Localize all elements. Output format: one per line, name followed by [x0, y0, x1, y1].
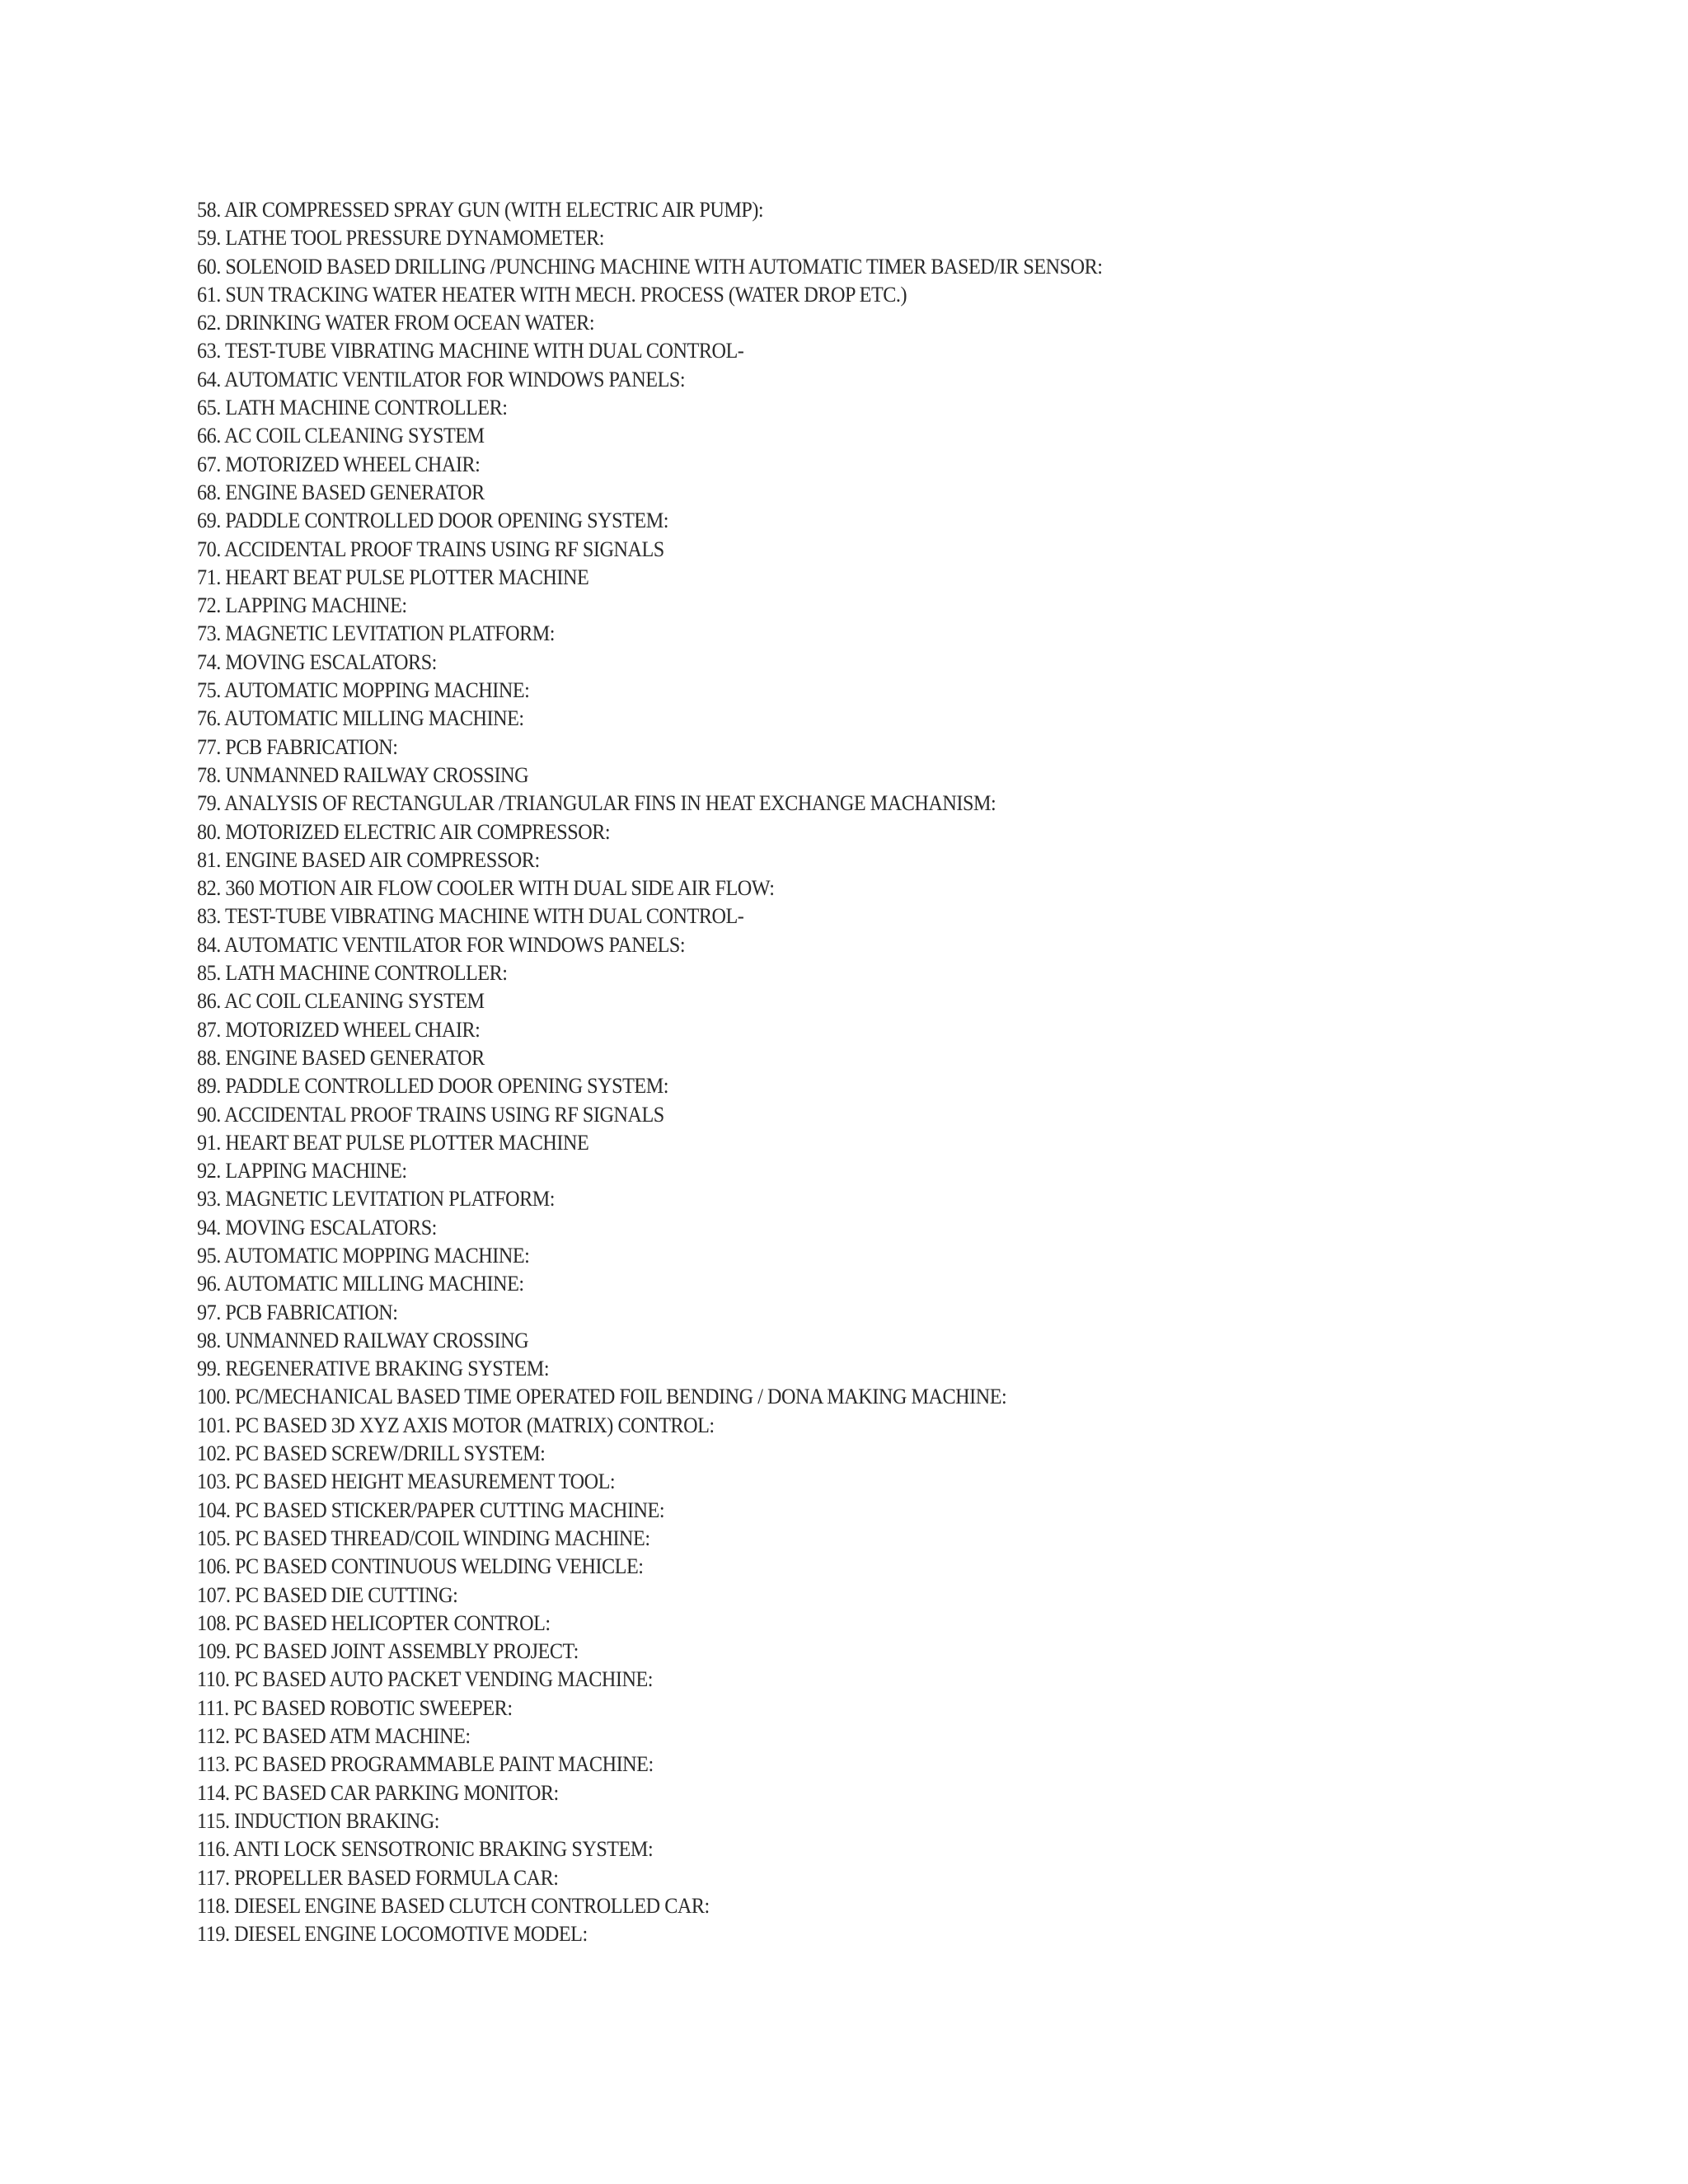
list-item: 59. LATHE TOOL PRESSURE DYNAMOMETER:: [197, 226, 604, 251]
list-item: 102. PC BASED SCREW/DRILL SYSTEM:: [197, 1441, 546, 1466]
list-item: 63. TEST-TUBE VIBRATING MACHINE WITH DUAL CONTROL-: [197, 339, 744, 363]
list-item: 89. PADDLE CONTROLLED DOOR OPENING SYSTEM:: [197, 1074, 669, 1099]
list-item: 69. PADDLE CONTROLLED DOOR OPENING SYSTEM:: [197, 509, 669, 533]
list-item: 101. PC BASED 3D XYZ AXIS MOTOR (MATRIX) CONTROL:: [197, 1413, 715, 1437]
list-item: 105. PC BASED THREAD/COIL WINDING MACHINE:: [197, 1526, 650, 1550]
list-item: 65. LATH MACHINE CONTROLLER:: [197, 396, 508, 420]
list-item: 110. PC BASED AUTO PACKET VENDING MACHINE:: [197, 1667, 654, 1692]
list-item: 81. ENGINE BASED AIR COMPRESSOR:: [197, 847, 540, 872]
list-item: 91. HEART BEAT PULSE PLOTTER MACHINE: [197, 1130, 589, 1155]
list-item: 98. UNMANNED RAILWAY CROSSING: [197, 1328, 529, 1352]
list-item: 88. ENGINE BASED GENERATOR: [197, 1045, 485, 1070]
list-item: 86. AC COIL CLEANING SYSTEM: [197, 989, 485, 1014]
list-item: 67. MOTORIZED WHEEL CHAIR:: [197, 452, 481, 476]
list-item: 95. AUTOMATIC MOPPING MACHINE:: [197, 1243, 530, 1268]
list-item: 106. PC BASED CONTINUOUS WELDING VEHICLE:: [197, 1554, 644, 1579]
list-item: 104. PC BASED STICKER/PAPER CUTTING MACHINE:: [197, 1497, 665, 1522]
list-item: 112. PC BASED ATM MACHINE:: [197, 1724, 471, 1749]
list-item: 64. AUTOMATIC VENTILATOR FOR WINDOWS PANELS:: [197, 367, 686, 391]
list-item: 82. 360 MOTION AIR FLOW COOLER WITH DUAL SIDE AIR FLOW:: [197, 876, 775, 901]
list-item: 83. TEST-TUBE VIBRATING MACHINE WITH DUAL CONTROL-: [197, 904, 744, 929]
list-item: 76. AUTOMATIC MILLING MACHINE:: [197, 706, 524, 731]
list-item: 96. AUTOMATIC MILLING MACHINE:: [197, 1272, 524, 1296]
list-item: 113. PC BASED PROGRAMMABLE PAINT MACHINE:: [197, 1752, 654, 1777]
list-item: 115. INDUCTION BRAKING:: [197, 1808, 440, 1833]
list-item: 103. PC BASED HEIGHT MEASUREMENT TOOL:: [197, 1469, 616, 1494]
list-item: 108. PC BASED HELICOPTER CONTROL:: [197, 1610, 551, 1635]
list-item: 84. AUTOMATIC VENTILATOR FOR WINDOWS PANELS:: [197, 932, 686, 957]
list-item: 114. PC BASED CAR PARKING MONITOR:: [197, 1780, 559, 1805]
list-item: 100. PC/MECHANICAL BASED TIME OPERATED FOIL BENDING / DONA MAKING MACHINE:: [197, 1385, 1007, 1409]
list-item: 77. PCB FABRICATION:: [197, 734, 398, 759]
list-item: 66. AC COIL CLEANING SYSTEM: [197, 424, 485, 448]
list-item: 62. DRINKING WATER FROM OCEAN WATER:: [197, 311, 595, 335]
list-item: 72. LAPPING MACHINE:: [197, 593, 407, 618]
list-item: 60. SOLENOID BASED DRILLING /PUNCHING MACHINE WITH AUTOMATIC TIMER BASED/IR SENSOR:: [197, 254, 1103, 279]
list-item: 73. MAGNETIC LEVITATION PLATFORM:: [197, 621, 556, 646]
list-item: 107. PC BASED DIE CUTTING:: [197, 1582, 458, 1607]
list-item: 119. DIESEL ENGINE LOCOMOTIVE MODEL:: [197, 1922, 588, 1947]
list-item: 92. LAPPING MACHINE:: [197, 1159, 407, 1183]
list-item: 78. UNMANNED RAILWAY CROSSING: [197, 762, 529, 787]
list-item: 80. MOTORIZED ELECTRIC AIR COMPRESSOR:: [197, 819, 611, 844]
list-item: 71. HEART BEAT PULSE PLOTTER MACHINE: [197, 565, 589, 589]
list-item: 75. AUTOMATIC MOPPING MACHINE:: [197, 678, 530, 703]
list-item: 117. PROPELLER BASED FORMULA CAR:: [197, 1865, 559, 1890]
list-item: 61. SUN TRACKING WATER HEATER WITH MECH. PROCESS (WATER DROP ETC.): [197, 282, 907, 307]
list-item: 116. ANTI LOCK SENSOTRONIC BRAKING SYSTEM:: [197, 1837, 654, 1862]
list-item: 111. PC BASED ROBOTIC SWEEPER:: [197, 1695, 513, 1720]
list-item: 93. MAGNETIC LEVITATION PLATFORM:: [197, 1187, 556, 1212]
project-list: [197, 196, 1170, 1948]
list-item: 97. PCB FABRICATION:: [197, 1300, 398, 1324]
list-item: 99. REGENERATIVE BRAKING SYSTEM:: [197, 1357, 550, 1381]
list-item: 70. ACCIDENTAL PROOF TRAINS USING RF SIGNALS: [197, 537, 664, 561]
list-item: 87. MOTORIZED WHEEL CHAIR:: [197, 1017, 481, 1042]
list-item: 74. MOVING ESCALATORS:: [197, 649, 437, 674]
list-item: 109. PC BASED JOINT ASSEMBLY PROJECT:: [197, 1639, 579, 1664]
list-item: 68. ENGINE BASED GENERATOR: [197, 480, 485, 504]
list-item: 94. MOVING ESCALATORS:: [197, 1215, 437, 1240]
list-item: 58. AIR COMPRESSED SPRAY GUN (WITH ELECTRIC AIR PUMP):: [197, 198, 764, 222]
list-item: 90. ACCIDENTAL PROOF TRAINS USING RF SIGNALS: [197, 1102, 664, 1127]
list-item: 85. LATH MACHINE CONTROLLER:: [197, 961, 508, 986]
list-item: 118. DIESEL ENGINE BASED CLUTCH CONTROLLED CAR:: [197, 1893, 710, 1918]
list-item: 79. ANALYSIS OF RECTANGULAR /TRIANGULAR FINS IN HEAT EXCHANGE MACHANISM:: [197, 791, 996, 816]
